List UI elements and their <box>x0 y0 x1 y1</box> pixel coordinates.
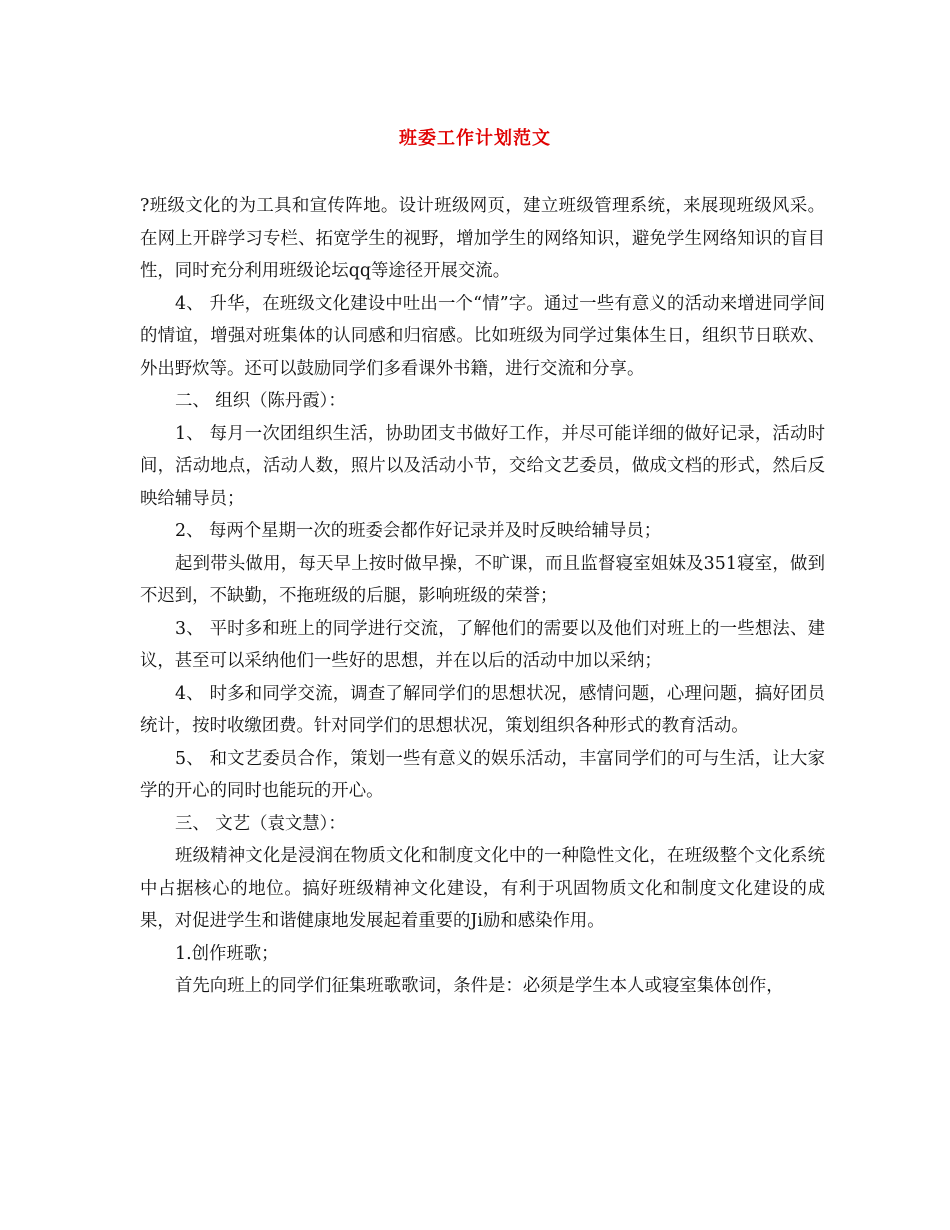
paragraph: 起到带头做用，每天早上按时做早操，不旷课，而且监督寝室姐妹及351寝室，做到不迟到，不缺勤，不拖班级的后腿，影响班级的荣誉； <box>140 553 825 606</box>
paragraph: 首先向班上的同学们征集班歌歌词，条件是：必须是学生本人或寝室集体创作， <box>175 976 784 996</box>
paragraph: 3、 平时多和班上的同学进行交流，了解他们的需要以及他们对班上的一些想法、建议，甚至可以采纳他们一些好的思想，并在以后的活动中加以采纳； <box>140 618 825 671</box>
paragraph: ?班级文化的为工具和宣传阵地。设计班级网页，建立班级管理系统，来展现班级风采。在网上开辟学习专栏、拓宽学生的视野，增加学生的网络知识，避免学生网络知识的盲目性，同时充分利用班级论坛qq等途径开展交流。 <box>140 196 825 281</box>
paragraph: 2、 每两个星期一次的班委会都作好记录并及时反映给辅导员； <box>175 521 662 541</box>
paragraph: 三、 文艺（袁文慧）： <box>175 813 346 834</box>
paragraph: 二、 组织（陈丹霞）： <box>175 391 346 411</box>
paragraph: 1、 每月一次团组织生活，协助团支书做好工作，并尽可能详细的做好记录，活动时间，活动地点，活动人数，照片以及活动小节，交给文艺委员，做成文档的形式，然后反映给辅导员； <box>140 423 825 509</box>
paragraph: 4、 升华，在班级文化建设中吐出一个“情”字。通过一些有意义的活动来增进同学间的情谊，增强对班集体的认同感和归宿感。比如班级为同学过集体生日，组织节日联欢、外出野炊等。还可以鼓励同学们多看课外书籍，进行交流和分享。 <box>140 293 825 379</box>
paragraph: 5、 和文艺委员合作，策划一些有意义的娱乐活动，丰富同学们的可与生活，让大家学的开心的同时也能玩的开心。 <box>140 748 825 801</box>
paragraph: 1.创作班歌； <box>175 943 279 964</box>
paragraph: 4、 时多和同学交流，调查了解同学们的思想状况，感情问题，心理问题，搞好团员统计，按时收缴团费。针对同学们的思想状况，策划组织各种形式的教育活动。 <box>140 683 825 736</box>
document-title: 班委工作计划范文 <box>399 128 551 149</box>
paragraph: 班级精神文化是浸润在物质文化和制度文化中的一种隐性文化，在班级整个文化系统中占据核心的地位。搞好班级精神文化建设，有利于巩固物质文化和制度文化建设的成果，对促进学生和谐健康地发展起着重要的Ji励和感染作用。 <box>140 846 825 931</box>
document-body <box>140 190 825 1003</box>
